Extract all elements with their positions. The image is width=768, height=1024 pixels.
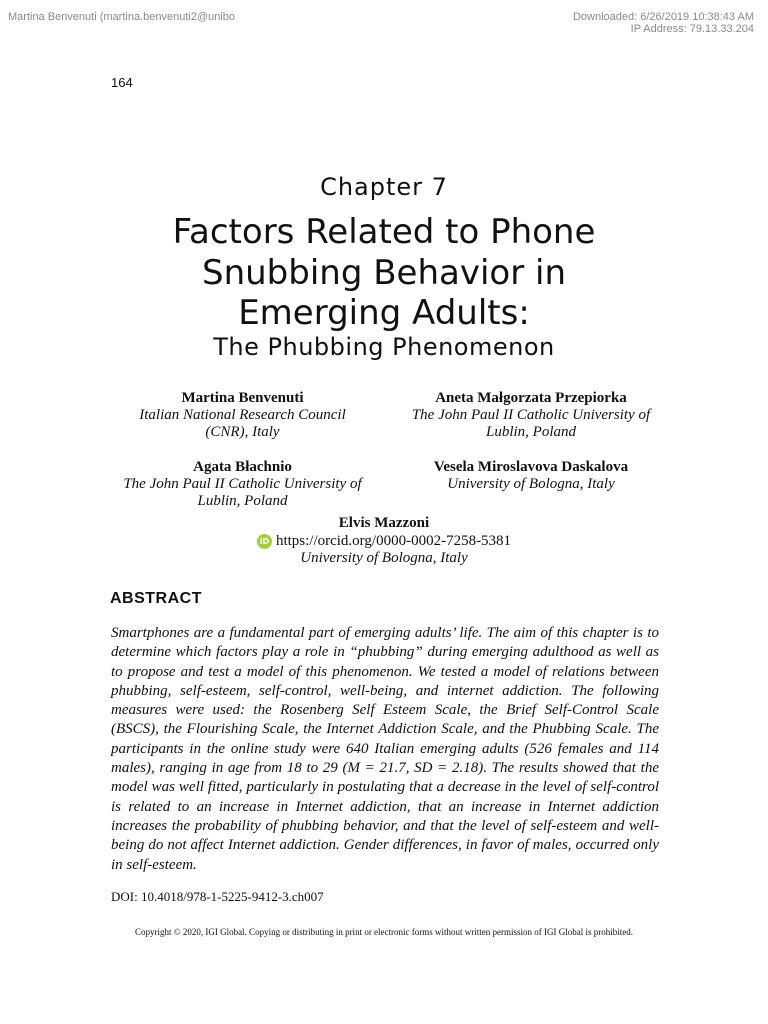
download-info-watermark <box>573 11 754 35</box>
author-name: Agata Błachnio <box>193 459 292 475</box>
author-affiliation: The John Paul II Catholic University of <box>123 476 362 492</box>
author-block <box>380 390 682 441</box>
author-affiliation: Lublin, Poland <box>485 424 576 440</box>
ip-address: IP Address: 79.13.33.204 <box>630 23 754 35</box>
chapter-label: Chapter 7 <box>320 173 448 201</box>
abstract-heading: ABSTRACT <box>110 590 202 607</box>
title-line: Factors Related to Phone <box>172 212 596 252</box>
author-affiliation: The John Paul II Catholic University of <box>411 407 651 423</box>
title-line: Emerging Adults: <box>238 293 530 333</box>
orcid-link[interactable] <box>257 533 511 550</box>
author-block <box>380 459 682 493</box>
orcid-icon: iD <box>257 534 272 549</box>
download-user-watermark: Martina Benvenuti (martina.benvenuti2@unibo <box>8 11 236 23</box>
author-affiliation: University of Bologna, Italy <box>300 550 468 566</box>
doi: DOI: 10.4018/978-1-5225-9412-3.ch007 <box>111 889 324 904</box>
page-number: 164 <box>111 75 133 90</box>
author-affiliation: Lublin, Poland <box>197 493 288 509</box>
author-block <box>200 515 568 567</box>
orcid-url[interactable]: https://orcid.org/0000-0002-7258-5381 <box>275 533 512 549</box>
abstract-body: Smartphones are a fundamental part of emerging adults’ life. The aim of this chapter is to determine which factors play a role in “phubbing” during emerging adulthood as well as to propose and test a model of this phenomenon. We tested a model of relations between phubbing, self-esteem, self-control, well-being, and internet addiction. The following measures were used: the Rosenberg Self Esteem Scale, the Brief Self-Control Scale (BSCS), the Flourishing Scale, the Internet Addiction Scale, and the Phubbing Scale. The participants in the online study were 640 Italian emerging adults (526 females and 114 males), ranging in age from 18 to 29 (M = 21.7, SD = 2.18). The results showed that the model was well fitted, particularly in postulating that a decrease in the level of self-control is related to an increase in Internet addiction, that an increase in Internet addiction increases the probability of phubbing behavior, and that the level of self-esteem and well-being do not affect Internet addiction. Gender differences, in favor of males, occurred only in self-esteem. <box>111 625 659 873</box>
copyright-notice: Copyright © 2020, IGI Global. Copying or distributing in print or electronic forms without written permission of IGI Global is prohibited. <box>134 927 634 937</box>
title-line: Snubbing Behavior in <box>201 252 566 293</box>
author-affiliation: (CNR), Italy <box>205 424 280 440</box>
author-affiliation: Italian National Research Council <box>139 407 346 423</box>
author-name: Elvis Mazzoni <box>338 515 430 531</box>
author-block <box>100 459 385 510</box>
chapter-subtitle: The Phubbing Phenomenon <box>213 333 555 361</box>
author-block <box>100 390 385 441</box>
author-affiliation: University of Bologna, Italy <box>447 476 615 492</box>
author-name: Vesela Miroslavova Daskalova <box>433 459 629 475</box>
author-name: Martina Benvenuti <box>181 390 304 406</box>
chapter-title <box>0 212 768 334</box>
author-name: Aneta Małgorzata Przepiorka <box>435 390 627 406</box>
download-date: Downloaded: 6/26/2019 10:38:43 AM <box>572 11 754 23</box>
